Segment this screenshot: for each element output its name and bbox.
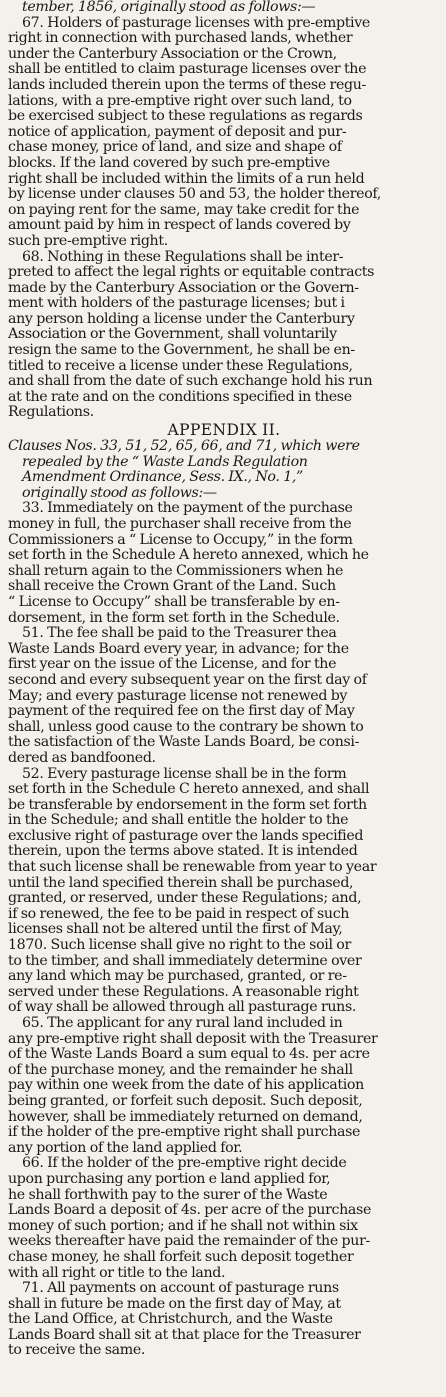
clause-65-line: pay within one week from the date of his application xyxy=(8,1078,364,1094)
appendix-intro-line: Amendment Ordinance, Sess. IX., No. 1,” xyxy=(22,470,303,486)
clause-52-line: 1870. Such license shall give no right to the soil or xyxy=(8,938,351,954)
clause-66-line: with all right or title to the land. xyxy=(8,1265,226,1281)
clause-67-line: 67. Holders of pasturage licenses with pre-emptive xyxy=(22,15,370,31)
clause-33-line: “ License to Occupy” shall be transferable by en- xyxy=(8,594,340,610)
clause-71-line: to receive the same. xyxy=(8,1343,146,1359)
clause-65-line: however, shall be immediately returned on demand, xyxy=(8,1109,363,1125)
clause-68-line: ment with holders of the pasturage licenses; but i xyxy=(8,296,345,312)
clause-67-line: under the Canterbury Association or the Crown, xyxy=(8,46,337,62)
clause-67-line: on paying rent for the same, may take credit for the xyxy=(8,202,360,218)
clause-66-line: he shall forthwith pay to the surer of the Waste xyxy=(8,1187,328,1203)
clause-52-line: to the timber, and shall immediately determine over xyxy=(8,953,362,969)
clause-67-line: chase money, price of land, and size and shape of xyxy=(8,140,342,156)
clause-67-line: by license under clauses 50 and 53, the holder thereof, xyxy=(8,187,381,203)
clause-65-line: being granted, or forfeit such deposit. Such deposit, xyxy=(8,1093,363,1109)
clause-68-line: titled to receive a license under these Regulations, xyxy=(8,358,353,374)
clause-33-line: shall return again to the Commissioners when he xyxy=(8,563,344,579)
appendix-intro-line: repealed by the “ Waste Lands Regulation xyxy=(22,454,308,470)
clause-52-line: if so renewed, the fee to be paid in respect of such xyxy=(8,906,350,922)
clause-68-line: resign the same to the Government, he shall be en- xyxy=(8,343,355,359)
clause-52-line: of way shall be allowed through all pasturage runs. xyxy=(8,1000,357,1016)
clause-67-line: lations, with a pre-emptive right over such land, to xyxy=(8,93,352,109)
clause-68-line: made by the Canterbury Association or the Govern- xyxy=(8,280,359,296)
clause-33-line: dorsement, in the form set forth in the Schedule. xyxy=(8,610,340,626)
clause-65-line: any portion of the land applied for. xyxy=(8,1140,243,1156)
clause-51-line: second and every subsequent year on the first day of xyxy=(8,672,367,688)
clause-67-line: be exercised subject to these regulations as regards xyxy=(8,109,363,125)
appendix-intro-line: Clauses Nos. 33, 51, 52, 65, 66, and 71, which were xyxy=(8,439,360,455)
clause-33-line: set forth in the Schedule A hereto annexed, which he xyxy=(8,548,369,564)
clause-65-line: if the holder of the pre-emptive right shall purchase xyxy=(8,1125,361,1141)
clause-67-line: lands included therein upon the terms of these regu- xyxy=(8,77,366,93)
clause-66-line: Lands Board a deposit of 4s. per acre of the purchase xyxy=(8,1203,371,1219)
clause-66-line: 66. If the holder of the pre-emptive right decide xyxy=(22,1156,347,1172)
clause-67-line: blocks. If the land covered by such pre-emptive xyxy=(8,155,330,171)
clause-52-line: be transferable by endorsement in the form set forth xyxy=(8,797,367,813)
clause-52-line: granted, or reserved, under these Regulations; and, xyxy=(8,891,362,907)
clause-52-line: set forth in the Schedule C hereto annexed, and shall xyxy=(8,782,370,798)
clause-67-line: right shall be included within the limits of a run held xyxy=(8,171,365,187)
clause-68-line: Association or the Government, shall voluntarily xyxy=(8,327,337,343)
clause-52-line: exclusive right of pasturage over the lands specified xyxy=(8,828,364,844)
continuation-line: tember, 1856, originally stood as follows:— xyxy=(22,0,316,15)
clause-52-line: in the Schedule; and shall entitle the holder to the xyxy=(8,813,349,829)
clause-51-line: first year on the issue of the License, and for the xyxy=(8,657,337,673)
clause-68-line: at the rate and on the conditions specified in these xyxy=(8,389,352,405)
clause-65-line: of the purchase money, and the remainder he shall xyxy=(8,1062,353,1078)
clause-67-line: notice of application, payment of deposit and pur- xyxy=(8,124,347,140)
clause-51-line: dered as bandfooned. xyxy=(8,750,156,766)
clause-33-line: Commissioners a “ License to Occupy,” in the form xyxy=(8,532,353,548)
clause-68-line: preted to affect the legal rights or equitable contracts xyxy=(8,265,375,281)
clause-51-line: Waste Lands Board every year, in advance; for the xyxy=(8,641,349,657)
clause-52-line: licenses shall not be altered until the first of May, xyxy=(8,922,343,938)
clause-66-line: money of such portion; and if he shall not within six xyxy=(8,1218,358,1234)
clause-52-line: any land which may be purchased, granted, or re- xyxy=(8,969,347,985)
clause-33-line: shall receive the Crown Grant of the Land. Such xyxy=(8,579,336,595)
clause-52-line: served under these Regulations. A reasonable right xyxy=(8,984,359,1000)
clause-66-line: upon purchasing any portion e land applied for, xyxy=(8,1171,331,1187)
clause-66-line: weeks thereafter have paid the remainder of the pur- xyxy=(8,1234,370,1250)
clause-66-line: chase money, he shall forfeit such deposit together xyxy=(8,1249,354,1265)
clause-68-line: Regulations. xyxy=(8,405,94,421)
clause-65-line: any pre-emptive right shall deposit with the Treasurer xyxy=(8,1031,378,1047)
clause-33-line: 33. Immediately on the payment of the purchase xyxy=(22,501,353,517)
clause-67-line: right in connection with purchased lands, whether xyxy=(8,31,353,47)
clause-51-line: May; and every pasturage license not renewed by xyxy=(8,688,348,704)
clause-51-line: the satisfaction of the Waste Lands Board, be consi- xyxy=(8,735,360,751)
clause-71-line: 71. All payments on account of pasturage runs xyxy=(22,1281,339,1297)
clause-51-line: payment of the required fee on the first day of May xyxy=(8,704,355,720)
clause-67-line: such pre-emptive right. xyxy=(8,233,168,249)
clause-68-line: and shall from the date of such exchange hold his run xyxy=(8,374,373,390)
clause-68-line: any person holding a license under the Canterbury xyxy=(8,311,355,327)
clause-33-line: money in full, the purchaser shall receive from the xyxy=(8,517,352,532)
clause-67-line: shall be entitled to claim pasturage licenses over the xyxy=(8,62,367,78)
clause-71-line: the Land Office, at Christchurch, and the Waste xyxy=(8,1312,333,1328)
clause-71-line: Lands Board shall sit at that place for the Treasurer xyxy=(8,1327,361,1343)
clause-65-line: 65. The applicant for any rural land included in xyxy=(22,1016,343,1031)
clause-51-line: 51. The fee shall be paid to the Treasurer thea xyxy=(22,626,337,642)
clause-52-line: therein, upon the terms above stated. It is intended xyxy=(8,844,358,860)
appendix-heading: APPENDIX II. xyxy=(167,422,281,440)
clause-52-line: that such license shall be renewable from year to year xyxy=(8,860,377,876)
appendix-intro-line: originally stood as follows:— xyxy=(22,485,217,501)
clause-52-line: 52. Every pasturage license shall be in the form xyxy=(22,766,347,782)
clause-51-line: shall, unless good cause to the contrary be shown to xyxy=(8,719,364,735)
clause-68-line: 68. Nothing in these Regulations shall be inter- xyxy=(22,249,344,265)
clause-65-line: of the Waste Lands Board a sum equal to 4s. per acre xyxy=(8,1047,370,1063)
clause-71-line: shall in future be made on the first day of May, at xyxy=(8,1296,341,1312)
clause-67-line: amount paid by him in respect of lands covered by xyxy=(8,218,351,234)
clause-52-line: until the land specified therein shall be purchased, xyxy=(8,875,354,891)
